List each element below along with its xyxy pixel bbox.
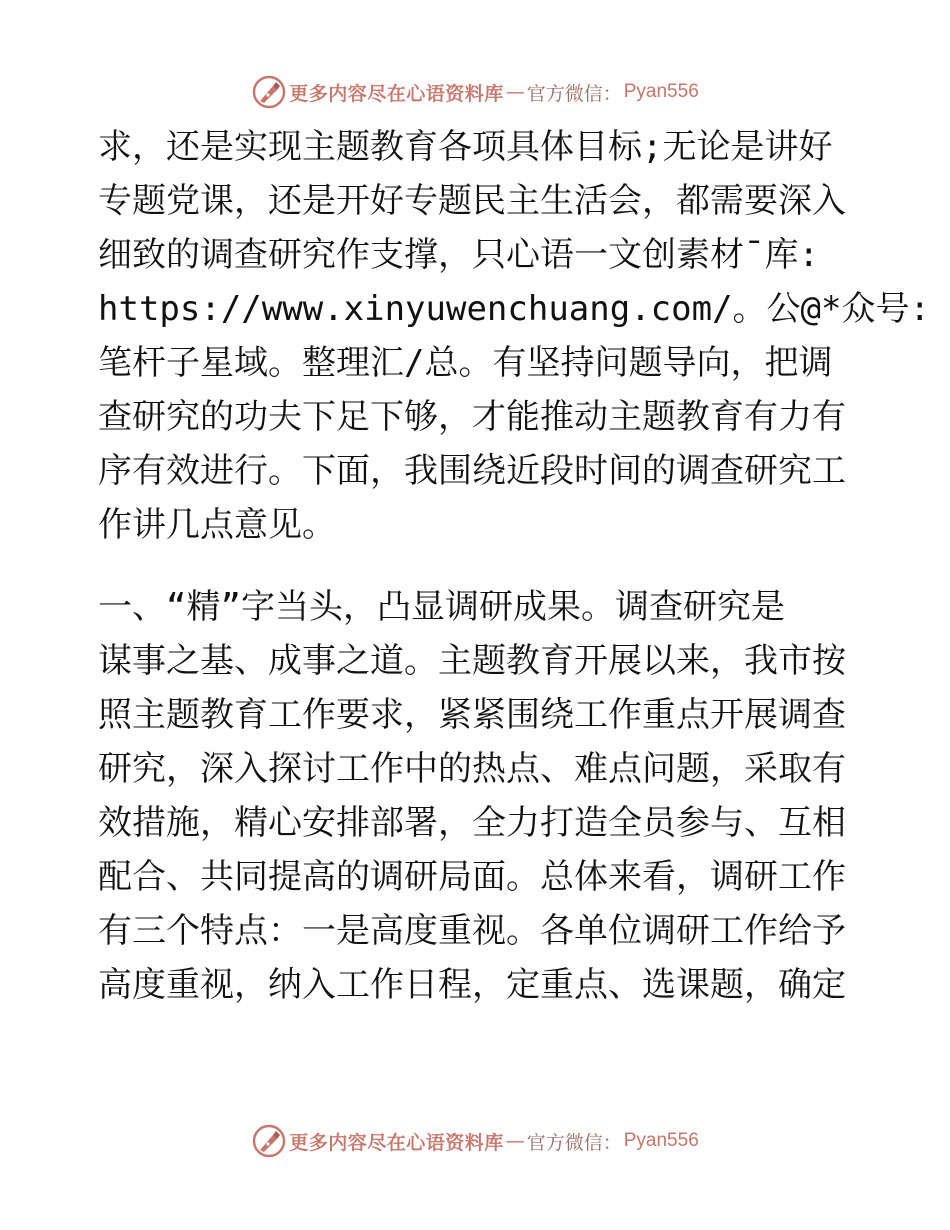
text-line: 专题党课，还是开好专题民主生活会，都需要深入 bbox=[98, 181, 846, 221]
document-body bbox=[98, 120, 930, 1012]
watermark-account: Pyan556 bbox=[623, 1130, 699, 1151]
watermark-main-text: 更多内容尽在心语资料库 bbox=[289, 82, 504, 105]
paragraph-2 bbox=[98, 580, 858, 1012]
text-line: 谋事之基、成事之道。主题教育开展以来，我市按 bbox=[98, 641, 846, 681]
watermark-wechat-label: 官方微信： bbox=[526, 82, 622, 105]
pen-nib-logo-icon bbox=[251, 74, 287, 110]
text-line: 照主题教育工作要求，紧紧围绕工作重点开展调查 bbox=[98, 695, 846, 735]
text-line: 配合、共同提高的调研局面。总体来看，调研工作 bbox=[98, 857, 846, 897]
text-line: 作讲几点意见。 bbox=[98, 505, 336, 545]
text-line: 序有效进行。下面，我围绕近段时间的调查研究工 bbox=[98, 451, 846, 491]
text-line: 查研究的功夫下足下够，才能推动主题教育有力有 bbox=[98, 397, 846, 437]
paragraph-1 bbox=[98, 120, 930, 552]
pen-nib-logo-icon bbox=[251, 1123, 287, 1159]
watermark-dash: — bbox=[505, 81, 525, 103]
header-watermark bbox=[0, 72, 950, 112]
watermark-account: Pyan556 bbox=[623, 81, 699, 102]
text-line: 笔杆子星域。整理汇/总。有坚持问题导向，把调 bbox=[98, 343, 833, 383]
text-line: 高度重视，纳入工作日程，定重点、选课题，确定 bbox=[98, 965, 846, 1005]
text-line: 效措施，精心安排部署，全力打造全员参与、互相 bbox=[98, 803, 846, 843]
text-line: 求，还是实现主题教育各项具体目标;无论是讲好 bbox=[98, 127, 833, 167]
footer-watermark bbox=[0, 1121, 950, 1161]
text-line: 有三个特点：一是高度重视。各单位调研工作给予 bbox=[98, 911, 846, 951]
text-line: 细致的调查研究作支撑，只心语一文创素材¯库: bbox=[98, 235, 819, 275]
text-line: 一、“精”字当头，凸显调研成果。调查研究是 bbox=[98, 587, 785, 627]
watermark-wechat-label: 官方微信： bbox=[526, 1131, 622, 1154]
text-line: 研究，深入探讨工作中的热点、难点问题，采取有 bbox=[98, 749, 846, 789]
text-line: https://www.xinyuwenchuang.com/。公@*众号: bbox=[98, 289, 930, 329]
watermark-main-text: 更多内容尽在心语资料库 bbox=[289, 1131, 504, 1154]
watermark-dash: — bbox=[505, 1130, 525, 1152]
